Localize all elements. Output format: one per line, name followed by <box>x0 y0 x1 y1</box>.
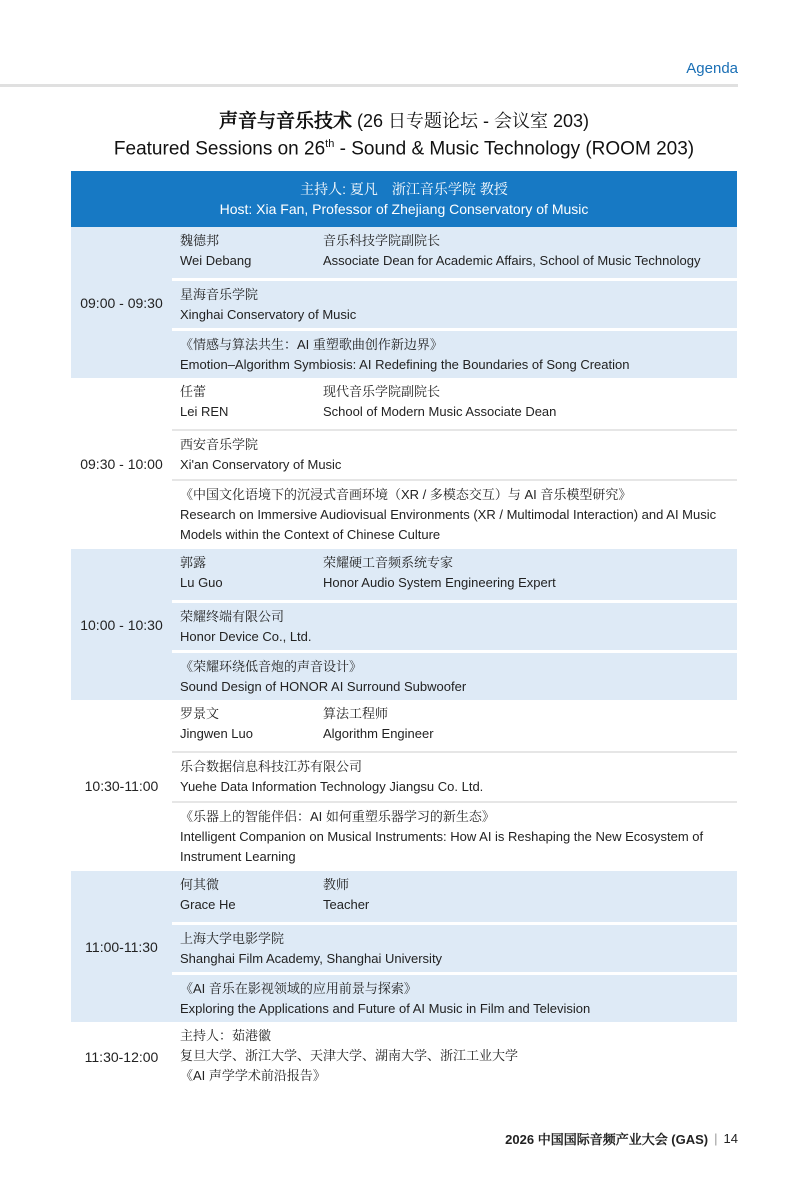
title-en-post: - Sound & Music Technology (ROOM 203) <box>334 138 695 160</box>
slot-time: 09:30 - 10:00 <box>80 455 163 472</box>
speaker-name-zh: 魏德邦 <box>180 233 220 248</box>
speaker-line-zh <box>180 875 729 895</box>
speaker-role-zh: 算法工程师 <box>323 706 389 721</box>
organization-en: Xi'an Conservatory of Music <box>180 457 342 472</box>
topic-zh: 《荣耀环绕低音炮的声音设计》 <box>180 659 363 674</box>
speaker-name-zh: 罗景文 <box>180 706 220 721</box>
slot-time: 11:00-11:30 <box>85 938 158 955</box>
speaker-cell <box>172 700 737 751</box>
slot-time: 10:30-11:00 <box>84 777 159 794</box>
slot-cells <box>172 871 737 1022</box>
speaker-name-zh: 郭露 <box>180 555 207 570</box>
topic-zh: 《乐器上的智能伴侣：AI 如何重塑乐器学习的新生态》 <box>180 809 495 824</box>
footer-separator: | <box>714 1131 718 1146</box>
page-title-zh <box>0 106 808 133</box>
organization-cell <box>172 278 737 328</box>
footer-conference: 2026 中国国际音频产业大会 (GAS) <box>505 1132 709 1147</box>
page-number: 14 <box>723 1131 738 1146</box>
speaker-cell <box>172 549 737 600</box>
page-title-en <box>0 138 808 160</box>
slot-time: 09:00 - 09:30 <box>80 294 163 311</box>
topic-cell <box>172 801 737 871</box>
speaker-line-zh <box>180 382 729 402</box>
topic-en: Research on Immersive Audiovisual Environments (XR / Multimodal Interaction) and AI Music Models within the Context of Chinese Culture <box>180 507 717 542</box>
topic-cell <box>172 479 737 549</box>
agenda-slot <box>71 227 737 378</box>
speaker-cell <box>172 227 737 278</box>
agenda-slot <box>71 378 737 549</box>
speaker-line-en <box>180 573 729 593</box>
topic-cell <box>172 972 737 1022</box>
speaker-role-en: Honor Audio System Engineering Expert <box>323 575 556 590</box>
speaker-name-en: Lei REN <box>180 404 229 419</box>
final-slot-text <box>172 1022 737 1090</box>
organization-zh: 西安音乐学院 <box>180 437 259 452</box>
speaker-line-zh <box>180 704 729 724</box>
slot-cells <box>172 700 737 871</box>
organization-en: Xinghai Conservatory of Music <box>180 307 357 322</box>
final-host: 主持人：茹港徽 <box>180 1028 272 1043</box>
speaker-name-zh: 任蕾 <box>180 384 207 399</box>
title-zh-sub: (26 日专题论坛 - 会议室 203) <box>351 111 590 131</box>
speaker-cell <box>172 871 737 922</box>
speaker-line-en <box>180 402 729 422</box>
host-en: Host: Xia Fan, Professor of Zhejiang Conservatory of Music <box>219 201 589 217</box>
topic-zh: 《中国文化语境下的沉浸式音画环境（XR / 多模态交互）与 AI 音乐模型研究》 <box>180 487 632 502</box>
topic-en: Intelligent Companion on Musical Instruments: How AI is Reshaping the New Ecosystem of Instrument Learning <box>180 829 704 864</box>
speaker-role-zh: 教师 <box>323 877 350 892</box>
title-zh-main: 声音与音乐技术 <box>218 111 352 132</box>
speaker-cell <box>172 378 737 429</box>
organization-en: Honor Device Co., Ltd. <box>180 629 312 644</box>
topic-en: Exploring the Applications and Future of AI Music in Film and Television <box>180 1001 591 1016</box>
final-slot <box>71 1022 737 1092</box>
speaker-name-en: Lu Guo <box>180 575 223 590</box>
organization-en: Shanghai Film Academy, Shanghai University <box>180 951 443 966</box>
page-footer <box>505 1129 738 1148</box>
organization-zh: 乐合数据信息科技江苏有限公司 <box>180 759 363 774</box>
host-banner <box>71 171 737 227</box>
organization-zh: 荣耀终端有限公司 <box>180 609 285 624</box>
title-en-sup: th <box>325 138 335 150</box>
topic-en: Emotion–Algorithm Symbiosis: AI Redefining the Boundaries of Song Creation <box>180 357 630 372</box>
speaker-name-en: Grace He <box>180 897 236 912</box>
speaker-role-zh: 荣耀硬工音频系统专家 <box>323 555 454 570</box>
slot-cells <box>172 227 737 378</box>
speaker-line-zh <box>180 231 729 251</box>
final-topic: 《AI 声学学术前沿报告》 <box>180 1068 326 1083</box>
slot-time: 11:30-12:00 <box>84 1049 159 1065</box>
organization-zh: 上海大学电影学院 <box>180 931 285 946</box>
speaker-name-zh: 何其微 <box>180 877 220 892</box>
speaker-name-en: Wei Debang <box>180 253 252 268</box>
agenda-table <box>71 171 737 1092</box>
agenda-slot <box>71 549 737 700</box>
organization-cell <box>172 429 737 479</box>
slot-cells <box>172 549 737 700</box>
topic-zh: 《情感与算法共生：AI 重塑歌曲创作新边界》 <box>180 337 443 352</box>
agenda-slot <box>71 871 737 1022</box>
topic-cell <box>172 650 737 700</box>
speaker-role-en: Associate Dean for Academic Affairs, School of Music Technology <box>323 253 701 268</box>
host-zh: 主持人: 夏凡 浙江音乐学院 教授 <box>300 181 508 197</box>
agenda-slots <box>71 227 737 1022</box>
slot-cells <box>172 1022 737 1092</box>
section-tag: Agenda <box>686 60 738 77</box>
organization-cell <box>172 751 737 801</box>
topic-zh: 《AI 音乐在影视领域的应用前景与探索》 <box>180 981 417 996</box>
organization-cell <box>172 922 737 972</box>
speaker-role-en: Algorithm Engineer <box>323 726 434 741</box>
speaker-line-zh <box>180 553 729 573</box>
speaker-line-en <box>180 724 729 744</box>
title-en-pre: Featured Sessions on 26 <box>113 138 326 160</box>
organization-zh: 星海音乐学院 <box>180 287 259 302</box>
topic-en: Sound Design of HONOR AI Surround Subwoofer <box>180 679 467 694</box>
topic-cell <box>172 328 737 378</box>
slot-cells <box>172 378 737 549</box>
agenda-slot <box>71 700 737 871</box>
organization-cell <box>172 600 737 650</box>
final-universities: 复旦大学、浙江大学、天津大学、湖南大学、浙江工业大学 <box>180 1048 519 1063</box>
speaker-role-zh: 音乐科技学院副院长 <box>323 233 441 248</box>
organization-en: Yuehe Data Information Technology Jiangsu Co. Ltd. <box>180 779 484 794</box>
slot-time: 10:00 - 10:30 <box>80 616 163 633</box>
speaker-role-en: School of Modern Music Associate Dean <box>323 404 557 419</box>
speaker-line-en <box>180 251 729 271</box>
speaker-role-en: Teacher <box>323 897 370 912</box>
speaker-role-zh: 现代音乐学院副院长 <box>323 384 441 399</box>
header-rule <box>0 84 738 87</box>
speaker-name-en: Jingwen Luo <box>180 726 253 741</box>
speaker-line-en <box>180 895 729 915</box>
